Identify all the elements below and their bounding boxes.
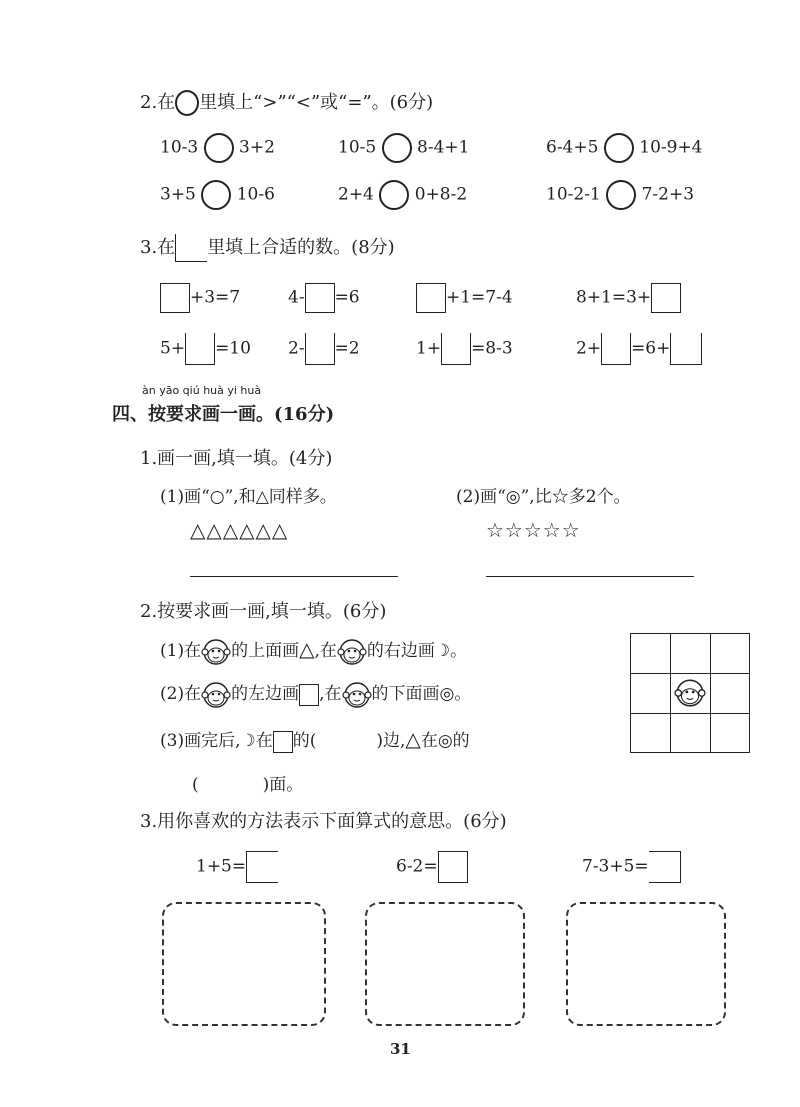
monkey-icon bbox=[342, 681, 372, 709]
s4q2-line3 bbox=[160, 726, 470, 753]
q3-label-post: 里填上合适的数。(8分) bbox=[207, 237, 395, 258]
q3-item-4 bbox=[576, 283, 681, 313]
q2-item-right: 8-4+1 bbox=[417, 137, 470, 158]
equation-text: 7-3+5= bbox=[582, 856, 649, 877]
s4q2-text: 。 bbox=[450, 641, 468, 661]
answer-box-input[interactable] bbox=[438, 851, 468, 883]
s4q2-line1 bbox=[160, 636, 467, 666]
q2-item-5 bbox=[338, 180, 467, 210]
q2-item-6 bbox=[546, 180, 694, 210]
compare-circle-input[interactable] bbox=[204, 133, 234, 163]
compare-circle-input[interactable] bbox=[604, 133, 634, 163]
q2-item-left: 10-3 bbox=[160, 137, 199, 158]
s4q2-text: (1)在 bbox=[160, 641, 202, 661]
answer-box-input[interactable] bbox=[441, 333, 471, 365]
answer-line-2[interactable] bbox=[486, 576, 694, 577]
q3-item-7 bbox=[416, 333, 513, 365]
drawing-area-3[interactable] bbox=[566, 902, 726, 1026]
s4q2-text: )面。 bbox=[262, 775, 304, 795]
triangle-icon: △ bbox=[299, 637, 315, 661]
s4q1-label: 1.画一画,填一填。(4分) bbox=[140, 448, 333, 469]
q2-item-right: 10-6 bbox=[236, 184, 275, 205]
grid-line bbox=[631, 713, 749, 714]
target-circle-icon: ◎ bbox=[437, 731, 453, 751]
position-grid[interactable] bbox=[630, 633, 750, 753]
s4q2-text: 的上面画 bbox=[231, 641, 300, 661]
equation-text: 1+5= bbox=[196, 856, 247, 877]
grid-line bbox=[710, 634, 711, 752]
s4q2-text: 在 bbox=[255, 731, 273, 751]
q3-item-5 bbox=[160, 333, 251, 365]
drawing-area-2[interactable] bbox=[365, 902, 525, 1026]
q2-item-right: 0+8-2 bbox=[414, 184, 468, 205]
q3-label-pre: 3.在 bbox=[140, 237, 176, 258]
s4q2-text: 的右边画 bbox=[366, 641, 435, 661]
square-icon bbox=[273, 731, 293, 753]
s4q2-text: 的( bbox=[292, 731, 317, 751]
q2-item-right: 3+2 bbox=[239, 137, 275, 158]
q3-item-1 bbox=[160, 283, 240, 313]
answer-box-input[interactable] bbox=[601, 333, 631, 365]
answer-box-input[interactable] bbox=[160, 283, 190, 313]
q3-text: =8-3 bbox=[471, 338, 513, 359]
answer-box-input[interactable] bbox=[305, 283, 335, 313]
monkey-icon bbox=[201, 681, 231, 709]
q2-item-right: 7-2+3 bbox=[641, 184, 695, 205]
q3-text: 8+1=3+ bbox=[576, 287, 652, 308]
monkey-icon bbox=[674, 678, 706, 708]
q2-item-4 bbox=[160, 180, 275, 210]
q3-text: =2 bbox=[334, 338, 360, 359]
page-number: 31 bbox=[390, 1040, 411, 1058]
q3-item-8 bbox=[576, 333, 702, 365]
q2-item-left: 3+5 bbox=[160, 184, 196, 205]
s4q1-sub2: (2)画“◎”,比☆多2个。 bbox=[456, 487, 631, 507]
grid-line bbox=[670, 634, 671, 752]
q2-item-2 bbox=[338, 133, 469, 163]
section4-title: 四、按要求画一画。(16分) bbox=[112, 404, 335, 425]
triangle-icon: △ bbox=[405, 727, 421, 751]
q2-item-left: 6-4+5 bbox=[546, 137, 599, 158]
answer-box-input[interactable] bbox=[416, 283, 446, 313]
answer-box-input[interactable] bbox=[651, 283, 681, 313]
drawing-area-1[interactable] bbox=[162, 902, 326, 1026]
q2-item-left: 10-2-1 bbox=[546, 184, 601, 205]
answer-line-1[interactable] bbox=[190, 576, 398, 577]
q2-label bbox=[140, 88, 433, 116]
compare-circle-input[interactable] bbox=[606, 180, 636, 210]
s4q2-line2 bbox=[160, 679, 471, 709]
q3-text: =6 bbox=[334, 287, 360, 308]
q3-text: 5+ bbox=[160, 338, 186, 359]
monkey-icon bbox=[201, 638, 231, 666]
compare-circle-input[interactable] bbox=[201, 180, 231, 210]
answer-box-input[interactable] bbox=[185, 333, 215, 365]
q2-item-1 bbox=[160, 133, 275, 163]
monkey-icon bbox=[337, 638, 367, 666]
section4-pinyin: àn yāo qiú huà yi huà bbox=[142, 384, 262, 397]
moon-icon: ☽ bbox=[240, 731, 256, 751]
s4q3-label: 3.用你喜欢的方法表示下面算式的意思。(6分) bbox=[140, 811, 507, 832]
s4q1-sub1: (1)画“○”,和△同样多。 bbox=[160, 487, 337, 507]
s4q2-text: (3)画完后, bbox=[160, 731, 241, 751]
s4q2-line4 bbox=[192, 770, 303, 795]
s4q2-text: ,在 bbox=[314, 641, 337, 661]
q3-text: =10 bbox=[215, 338, 251, 359]
q3-text: 1+ bbox=[416, 338, 442, 359]
triangles-row: △△△△△△ bbox=[190, 518, 289, 542]
q3-text: +3=7 bbox=[190, 287, 241, 308]
q3-text: 4- bbox=[288, 287, 305, 308]
s4q2-text: 在 bbox=[420, 731, 438, 751]
s4q3-eq1 bbox=[196, 851, 278, 883]
s4q2-text: )边, bbox=[376, 731, 406, 751]
q2-item-left: 2+4 bbox=[338, 184, 374, 205]
stars-row: ☆☆☆☆☆ bbox=[486, 518, 581, 542]
s4q2-text: (2)在 bbox=[160, 684, 202, 704]
square-icon bbox=[299, 684, 319, 706]
q2-item-right: 10-9+4 bbox=[639, 137, 703, 158]
answer-box-input[interactable] bbox=[649, 851, 681, 883]
q3-text: =6+ bbox=[631, 338, 671, 359]
q2-label-pre: 2.在 bbox=[140, 92, 176, 113]
moon-icon: ☽ bbox=[434, 641, 451, 661]
s4q2-text: 的 bbox=[452, 731, 470, 751]
compare-circle-input[interactable] bbox=[382, 133, 412, 163]
answer-box-input[interactable] bbox=[305, 333, 335, 365]
s4q2-text: 的下面画 bbox=[371, 684, 440, 704]
q3-item-2 bbox=[288, 283, 360, 313]
answer-box-input[interactable] bbox=[246, 851, 278, 883]
grid-line bbox=[631, 673, 749, 674]
s4q2-label: 2.按要求画一画,填一填。(6分) bbox=[140, 601, 387, 622]
q3-item-6 bbox=[288, 333, 360, 365]
s4q2-text: ( bbox=[192, 775, 199, 795]
equation-text: 6-2= bbox=[396, 856, 438, 877]
q2-item-3 bbox=[546, 133, 703, 163]
q3-item-3 bbox=[416, 283, 513, 313]
q3-text: +1=7-4 bbox=[446, 287, 513, 308]
compare-circle-input[interactable] bbox=[379, 180, 409, 210]
q2-label-post: 里填上“>”“<”或“=”。(6分) bbox=[199, 92, 434, 113]
s4q2-text: 。 bbox=[454, 684, 472, 704]
circle-blank-example bbox=[175, 90, 199, 116]
s4q2-text: 的左边画 bbox=[231, 684, 300, 704]
box-blank-example bbox=[175, 234, 207, 262]
s4q3-eq3 bbox=[582, 851, 681, 883]
s4q3-eq2 bbox=[396, 851, 468, 883]
q3-text: 2- bbox=[288, 338, 305, 359]
target-circle-icon: ◎ bbox=[439, 684, 455, 704]
s4q2-text: ,在 bbox=[319, 684, 342, 704]
q3-text: 2+ bbox=[576, 338, 602, 359]
answer-box-input[interactable] bbox=[670, 333, 702, 365]
q2-item-left: 10-5 bbox=[338, 137, 377, 158]
q3-label bbox=[140, 233, 395, 262]
